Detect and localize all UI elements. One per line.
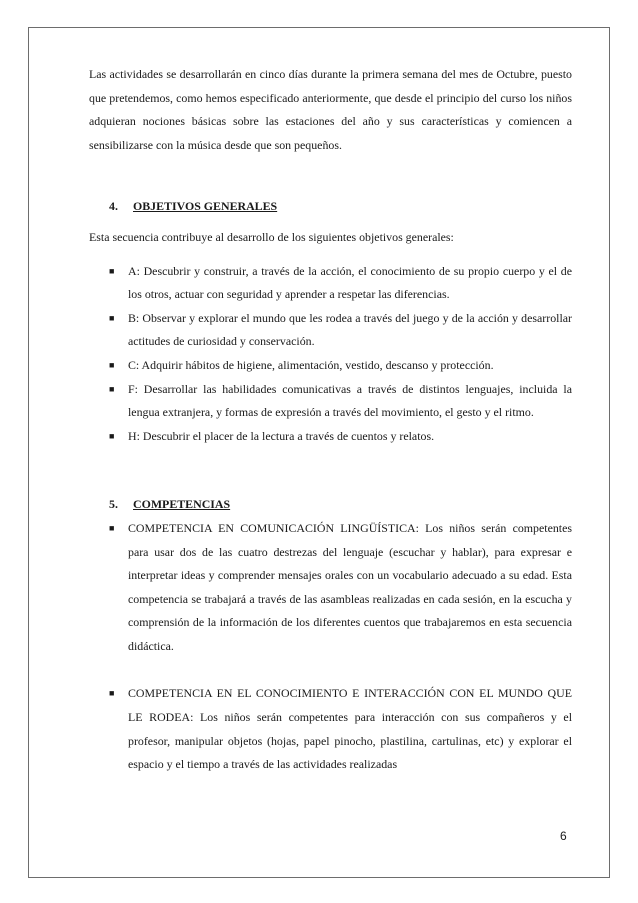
bullet-icon: ■ xyxy=(109,522,115,533)
list-item-text: B: Observar y explorar el mundo que les rodea a través del juego y de la acción y desarrollar actitudes de curiosidad y conservación. xyxy=(128,310,572,349)
list-item-text: F: Desarrollar las habilidades comunicativas a través de distintos lenguajes, incluida la lengua extranjera, y formas de expresión a través del movimiento, el gesto y el ritmo. xyxy=(128,381,572,420)
section-4-lead: Esta secuencia contribuye al desarrollo de los siguientes objetivos generales: xyxy=(89,229,454,244)
bullet-icon: ■ xyxy=(109,688,115,699)
section-4-heading xyxy=(109,195,572,219)
list-item-text: C: Adquirir hábitos de higiene, alimentación, vestido, descanso y protección. xyxy=(128,357,494,372)
spacer xyxy=(89,448,572,493)
spacer xyxy=(89,219,572,226)
page-content xyxy=(89,63,572,777)
objectives-list xyxy=(89,260,572,449)
section-4-title: OBJETIVOS GENERALES xyxy=(133,199,278,214)
list-item-text: COMPETENCIA EN COMUNICACIÓN LINGÜÍSTICA: Los niños serán competentes para usar dos de las cuatro destrezas del lenguaje (escuchar y hablar), para expresar e interpretar ideas y comprender mensajes orales con un vocabulario adecuado a su edad. Esta competencia se trabajará a través de las asambleas realizadas en cada sesión, en la escucha y comprensión de la información de los diferentes cuentos que trabajaremos en esta secuencia didáctica. xyxy=(128,520,572,653)
list-item xyxy=(89,682,572,776)
section-4-number: 4. xyxy=(109,199,118,214)
list-item xyxy=(89,378,572,425)
intro-paragraph: Las actividades se desarrollarán en cinco días durante la primera semana del mes de Octubre, puesto que pretendemos, como hemos especificado anteriormente, que desde el principio del curso los niños adquieran nociones básicas sobre las estaciones del año y sus características y comiencen a sensibilizarse con la música desde que son pequeños. xyxy=(89,67,572,152)
list-item-text: A: Descubrir y construir, a través de la acción, el conocimiento de su propio cuerpo y el de los otros, actuar con seguridad y aprender a respetar las diferencias. xyxy=(128,263,572,302)
section-5-heading xyxy=(109,493,572,517)
list-item xyxy=(89,425,572,449)
spacer xyxy=(89,250,572,260)
list-item xyxy=(89,517,572,659)
bullet-icon: ■ xyxy=(109,359,115,370)
page-number: 6 xyxy=(560,829,567,843)
list-item-text: COMPETENCIA EN EL CONOCIMIENTO E INTERACCIÓN CON EL MUNDO QUE LE RODEA: Los niños serán competentes para interacción con sus compañeros y el profesor, manipular objetos (hojas, papel pinocho, plastilina, cartulinas, etc) y explorar el espacio y el tiempo a través de las actividades realizadas xyxy=(128,686,572,772)
bullet-icon: ■ xyxy=(109,383,115,394)
bullet-icon: ■ xyxy=(109,312,115,323)
list-item xyxy=(89,307,572,354)
bullet-icon: ■ xyxy=(109,430,115,441)
section-5-title: COMPETENCIAS xyxy=(133,497,231,512)
list-item-text: H: Descubrir el placer de la lectura a través de cuentos y relatos. xyxy=(128,428,435,443)
list-item xyxy=(89,354,572,378)
section-5-number: 5. xyxy=(109,497,118,512)
spacer xyxy=(89,157,572,195)
list-item xyxy=(89,260,572,307)
competencies-list xyxy=(89,517,572,777)
bullet-icon: ■ xyxy=(109,265,115,276)
